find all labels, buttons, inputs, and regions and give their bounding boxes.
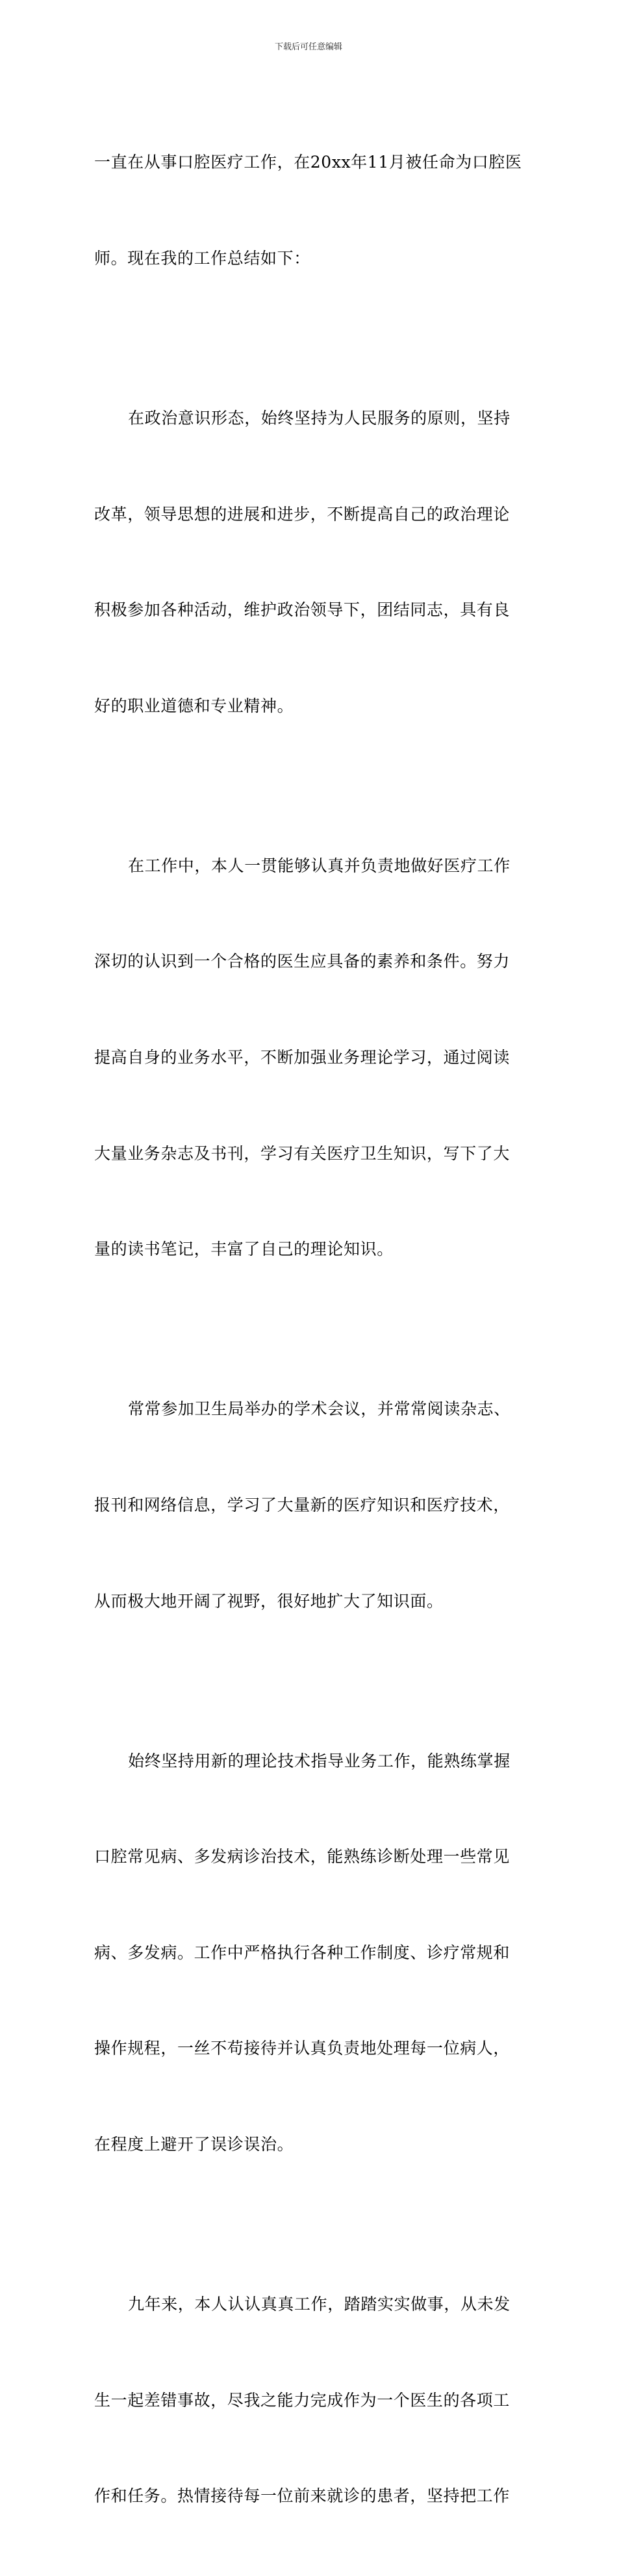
paragraph xyxy=(94,785,524,1329)
text-line: 从而极大地开阔了视野，很好地扩大了知识面。 xyxy=(94,1591,444,1611)
text-line: 积极参加各种活动，维护政治领导下，团结同志，具有良 xyxy=(94,600,510,620)
text-line: 好的职业道德和专业精神。 xyxy=(94,696,294,715)
text-line-content: 始终坚持用新的理论技术指导业务工作，能熟练掌握 xyxy=(128,1751,510,1770)
text-line xyxy=(94,402,524,434)
paragraph xyxy=(94,83,524,338)
text-line-content: 在工作中，本人一贯能够认真并负责地做好医疗工作 xyxy=(128,856,510,875)
text-line: 病、多发病。工作中严格执行各种工作制度、诊疗常规和 xyxy=(94,1943,510,1962)
text-line xyxy=(94,1393,524,1425)
paragraph xyxy=(94,338,524,786)
paragraph xyxy=(94,1681,524,2224)
text-line: 提高自身的业务水平，不断加强业务理论学习，通过阅读 xyxy=(94,1048,510,1067)
text-line: 在程度上避开了误诊误治。 xyxy=(94,2135,294,2154)
text-line-content: 在政治意识形态，始终坚持为人民服务的原则，坚持 xyxy=(128,409,510,428)
text-line: 报刊和网络信息，学习了大量新的医疗知识和医疗技术， xyxy=(94,1495,510,1514)
text-line-content: 九年来，本人认认真真工作，踏踏实实做事，从未发 xyxy=(128,2295,510,2314)
text-line: 深切的认识到一个合格的医生应具备的素养和条件。努力 xyxy=(94,952,510,971)
text-line: 改革，领导思想的进展和进步，不断提高自己的政治理论 xyxy=(94,504,510,524)
text-line: 作和任务。热情接待每一位前来就诊的患者，坚持把工作 xyxy=(94,2486,510,2506)
text-line-content: 常常参加卫生局举办的学术会议，并常常阅读杂志、 xyxy=(128,1399,510,1419)
text-line: 操作规程，一丝不苟接待并认真负责地处理每一位病人， xyxy=(94,2039,510,2058)
text-line xyxy=(94,1745,524,1777)
text-line xyxy=(94,2288,524,2320)
text-line: 生一起差错事故，尽我之能力完成作为一个医生的各项工 xyxy=(94,2390,510,2410)
text-line xyxy=(94,850,524,882)
text-line: 量的读书笔记，丰富了自己的理论知识。 xyxy=(94,1240,394,1259)
page-header: 下载后可任意编辑 xyxy=(274,42,342,52)
text-line: 师。现在我的工作总结如下： xyxy=(94,249,310,268)
paragraph xyxy=(94,2225,524,2576)
text-line: 一直在从事口腔医疗工作，在20xx年11月被任命为口腔医 xyxy=(94,153,522,172)
document-body xyxy=(94,83,524,2576)
paragraph xyxy=(94,1329,524,1681)
text-line: 口腔常见病、多发病诊治技术，能熟练诊断处理一些常见 xyxy=(94,1847,510,1867)
text-line: 大量业务杂志及书刊，学习有关医疗卫生知识，写下了大 xyxy=(94,1143,510,1163)
